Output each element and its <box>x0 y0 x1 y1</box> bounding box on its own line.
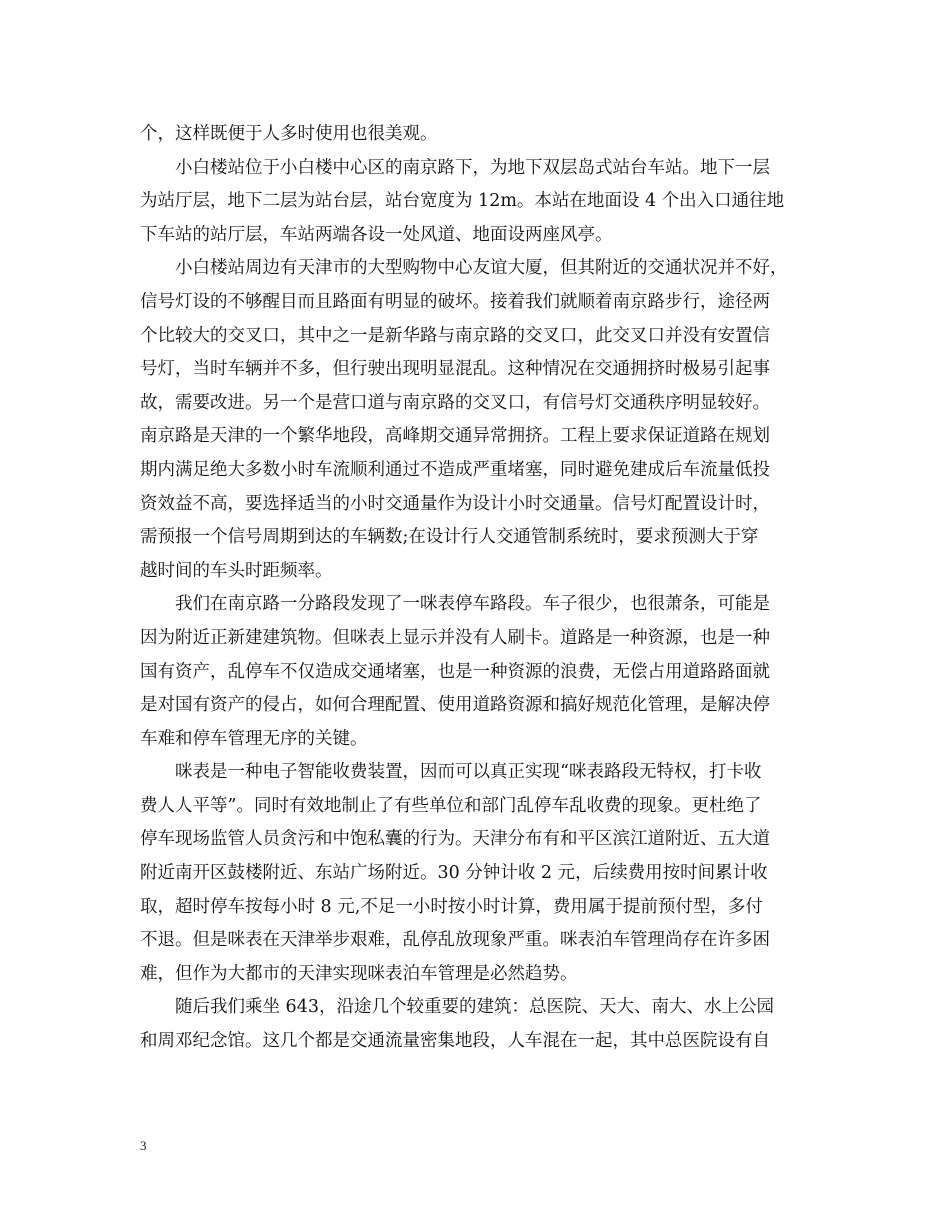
text-line: 需预报一个信号周期到达的车辆数;在设计行人交通管制系统时，要求预测大于穿 <box>140 527 759 548</box>
text-line: 费人人平等”。同时有效地制止了有些单位和部门乱停车乱收费的现象。更杜绝了 <box>140 795 762 816</box>
text-line: 小白楼站位于小白楼中心区的南京路下，为地下双层岛式站台车站。地下一层 <box>175 157 770 178</box>
page-number: 3 <box>140 1138 147 1153</box>
text-line: 下车站的站厅层，车站两端各设一处风道、地面设两座风亭。 <box>140 224 613 245</box>
text-line: 信号灯设的不够醒目而且路面有明显的破坏。接着我们就顺着南京路步行，途径两 <box>140 291 770 312</box>
text-line: 国有资产，乱停车不仅造成交通堵塞，也是一种资源的浪费，无偿占用道路路面就 <box>140 661 770 682</box>
text-line: 车难和停车管理无序的关键。 <box>140 728 368 749</box>
text-line: 是对国有资产的侵占，如何合理配置、使用道路资源和搞好规范化管理，是解决停 <box>140 695 770 716</box>
body-text <box>140 118 812 1059</box>
text-line: 号灯，当时车辆并不多，但行驶出现明显混乱。这种情况在交通拥挤时极易引起事 <box>140 359 770 380</box>
text-line: 随后我们乘坐 643，沿途几个较重要的建筑：总医院、天大、南大、水上公园 <box>175 997 774 1018</box>
text-line: 资效益不高，要选择适当的小时交通量作为设计小时交通量。信号灯配置设计时， <box>140 493 770 514</box>
text-line: 咪表是一种电子智能收费装置，因而可以真正实现“咪表路段无特权，打卡收 <box>175 762 762 783</box>
text-line: 个，这样既便于人多时使用也很美观。 <box>140 124 438 144</box>
text-line: 停车现场监管人员贪污和中饱私囊的行为。天津分布有和平区滨江道附近、五大道 <box>140 829 770 850</box>
text-line: 取，超时停车按每小时 8 元,不足一小时按小时计算，费用属于提前预付型，多付 <box>140 896 763 917</box>
text-line: 和周邓纪念馆。这几个都是交通流量密集地段，人车混在一起，其中总医院设有自 <box>140 1031 770 1052</box>
text-line: 为站厅层，地下二层为站台层，站台宽度为 12m。本站在地面设 4 个出入口通往地 <box>140 191 785 212</box>
text-line: 个比较大的交叉口，其中之一是新华路与南京路的交叉口，此交叉口并没有安置信 <box>140 325 770 346</box>
text-line: 附近南开区鼓楼附近、东站广场附近。30 分钟计收 2 元，后续费用按时间累计收 <box>140 863 768 884</box>
text-line: 难，但作为大都市的天津实现咪表泊车管理是必然趋势。 <box>140 963 578 984</box>
text-line: 我们在南京路一分路段发现了一咪表停车路段。车子很少，也很萧条，可能是 <box>175 594 770 615</box>
text-line: 故，需要改进。另一个是营口道与南京路的交叉口，有信号灯交通秩序明显较好。 <box>140 392 770 413</box>
text-line: 期内满足绝大多数小时车流顺利通过不造成严重堵塞，同时避免建成后车流量低投 <box>140 459 770 480</box>
text-line: 因为附近正新建建筑物。但咪表上显示并没有人刷卡。道路是一种资源，也是一种 <box>140 627 770 648</box>
text-line: 小白楼站周边有天津市的大型购物中心友谊大厦，但其附近的交通状况并不好， <box>175 258 788 279</box>
text-line: 南京路是天津的一个繁华地段，高峰期交通异常拥挤。工程上要求保证道路在规划 <box>140 426 770 447</box>
text-line: 越时间的车头时距频率。 <box>140 560 333 581</box>
text-line: 不退。但是咪表在天津举步艰难，乱停乱放现象严重。咪表泊车管理尚存在许多困 <box>140 930 770 951</box>
